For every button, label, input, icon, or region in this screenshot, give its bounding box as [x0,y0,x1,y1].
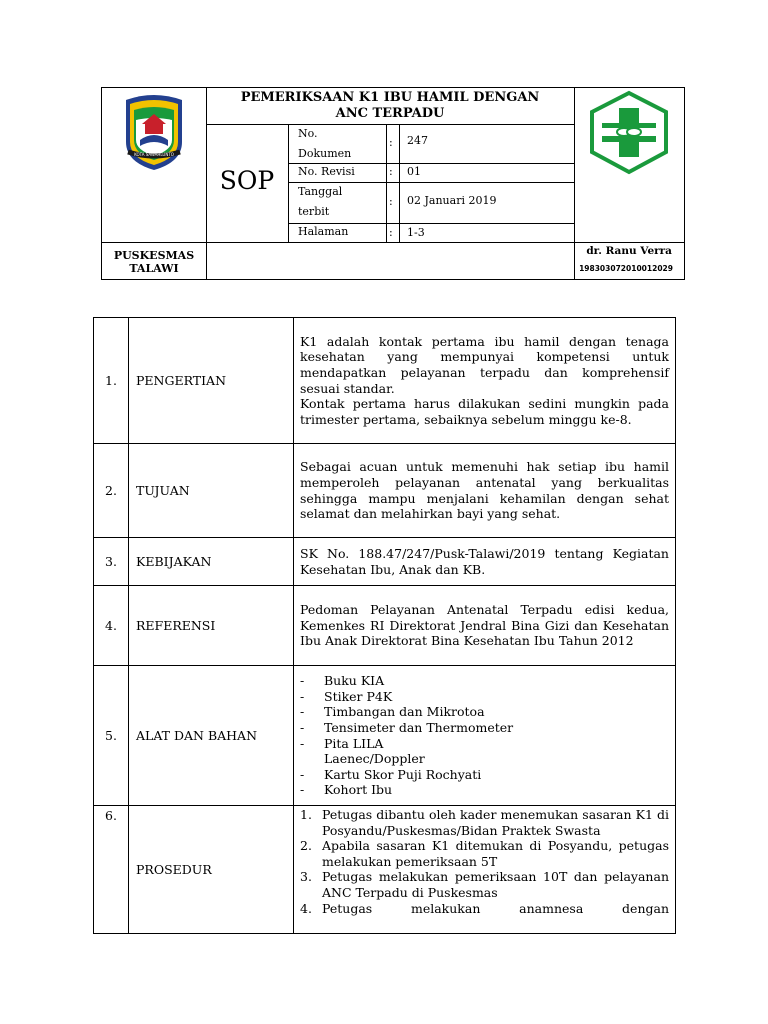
section-number: 6. [94,806,129,934]
meta-value-revision: 01 [407,165,421,178]
section-label: PENGERTIAN [129,318,294,444]
paragraph: Kontak pertama harus dilakukan sedini mungkin pada trimester pertama, sebaiknya sebelum minggu ke-8. [300,396,669,427]
title-line-1: PEMERIKSAAN K1 IBU HAMIL DENGAN [240,90,540,105]
section-row-alat-bahan [94,666,676,806]
sop-label: SOP [219,166,275,195]
section-label: KEBIJAKAN [129,538,294,586]
list-item: - Kartu Skor Puji Rochyati [300,766,482,782]
list-item: - Timbangan dan Mikrotoa [300,704,485,720]
section-row-tujuan [94,444,676,538]
section-label: TUJUAN [129,444,294,538]
city-emblem-logo [112,90,196,174]
meta-sep-document: : [389,136,393,149]
paragraph: Sebagai acuan untuk memenuhi hak setiap ibu hamil memperoleh pelayanan antenatal yang berkualitas sehingga mampu menjalani kehamilan dengan sehat selamat dan melahirkan bayi yang sehat. [300,459,669,522]
paragraph: K1 adalah kontak pertama ibu hamil dengan tenaga kesehatan yang mempunyai kompetensi untuk mendapatkan pelayanan terpadu dan komprehensif sesuai standar. [300,333,669,396]
section-row-pengertian [94,318,676,444]
sop-title [206,90,574,122]
equipment-list [300,673,669,798]
section-number: 5. [94,666,129,806]
section-number: 2. [94,444,129,538]
meta-value-date: 02 Januari 2019 [407,194,497,207]
section-number: 3. [94,538,129,586]
paragraph: Pedoman Pelayanan Antenatal Terpadu edisi kedua, Kemenkes RI Direktorat Jendral Bina Gizi dan Kesehatan Ibu Anak Direktorat Bina Kesehatan Ibu Tahun 2012 [300,602,669,649]
meta-sep-date: : [389,195,393,208]
section-content [294,318,676,444]
section-label: PROSEDUR [129,806,294,934]
signer-name: dr. Ranu Verra [586,245,672,257]
meta-sep-page: : [389,226,393,239]
list-item: 3. Petugas melakukan pemeriksaan 10T dan pelayanan ANC Terpadu di Puskesmas [300,869,669,900]
puskesmas-logo [584,90,674,176]
section-label: ALAT DAN BAHAN [129,666,294,806]
org-name: PUSKESMAS TALAWI [113,249,195,275]
signer-nip: 198303072010012029 [579,264,673,273]
list-item: 4. Petugas melakukan anamnesa dengan [300,900,669,916]
section-row-referensi [94,586,676,666]
sop-content-table [93,317,676,934]
list-item: 2. Apabila sasaran K1 ditemukan di Posyandu, petugas melakukan pemeriksaan 5T [300,838,669,869]
meta-value-page: 1-3 [407,226,425,239]
emblem-text: KOTA SAWAHLUNTO [134,152,174,157]
meta-value-document: 247 [407,134,428,147]
section-content [294,666,676,806]
list-item: - Tensimeter dan Thermometer [300,719,514,735]
section-number: 1. [94,318,129,444]
section-content [294,538,676,586]
list-item: - Kohort Ibu [300,782,393,798]
section-row-prosedur [94,806,676,934]
title-line-2: ANC TERPADU [335,106,445,121]
meta-label-document: No. Dokumen [298,127,352,160]
section-content [294,806,676,934]
list-item: - Buku KIA [300,673,385,689]
list-item: Laenec/Doppler [324,751,425,767]
paragraph: SK No. 188.47/247/Pusk-Talawi/2019 tentang Kegiatan Kesehatan Ibu, Anak dan KB. [300,545,669,577]
meta-label-date: Tanggal terbit [298,185,343,218]
list-item: - Stiker P4K [300,688,393,704]
section-content [294,444,676,538]
list-item: 1. Petugas dibantu oleh kader menemukan sasaran K1 di Posyandu/Puskesmas/Bidan Praktek Swasta [300,807,669,838]
list-item: - Pita LILA [300,735,384,751]
meta-label-page: Halaman [298,225,349,238]
sop-header-table [101,87,685,280]
section-number: 4. [94,586,129,666]
section-content [294,586,676,666]
meta-sep-revision: : [389,165,393,178]
procedure-steps [300,807,669,916]
meta-label-revision: No. Revisi [298,165,355,178]
section-label: REFERENSI [129,586,294,666]
section-row-kebijakan [94,538,676,586]
